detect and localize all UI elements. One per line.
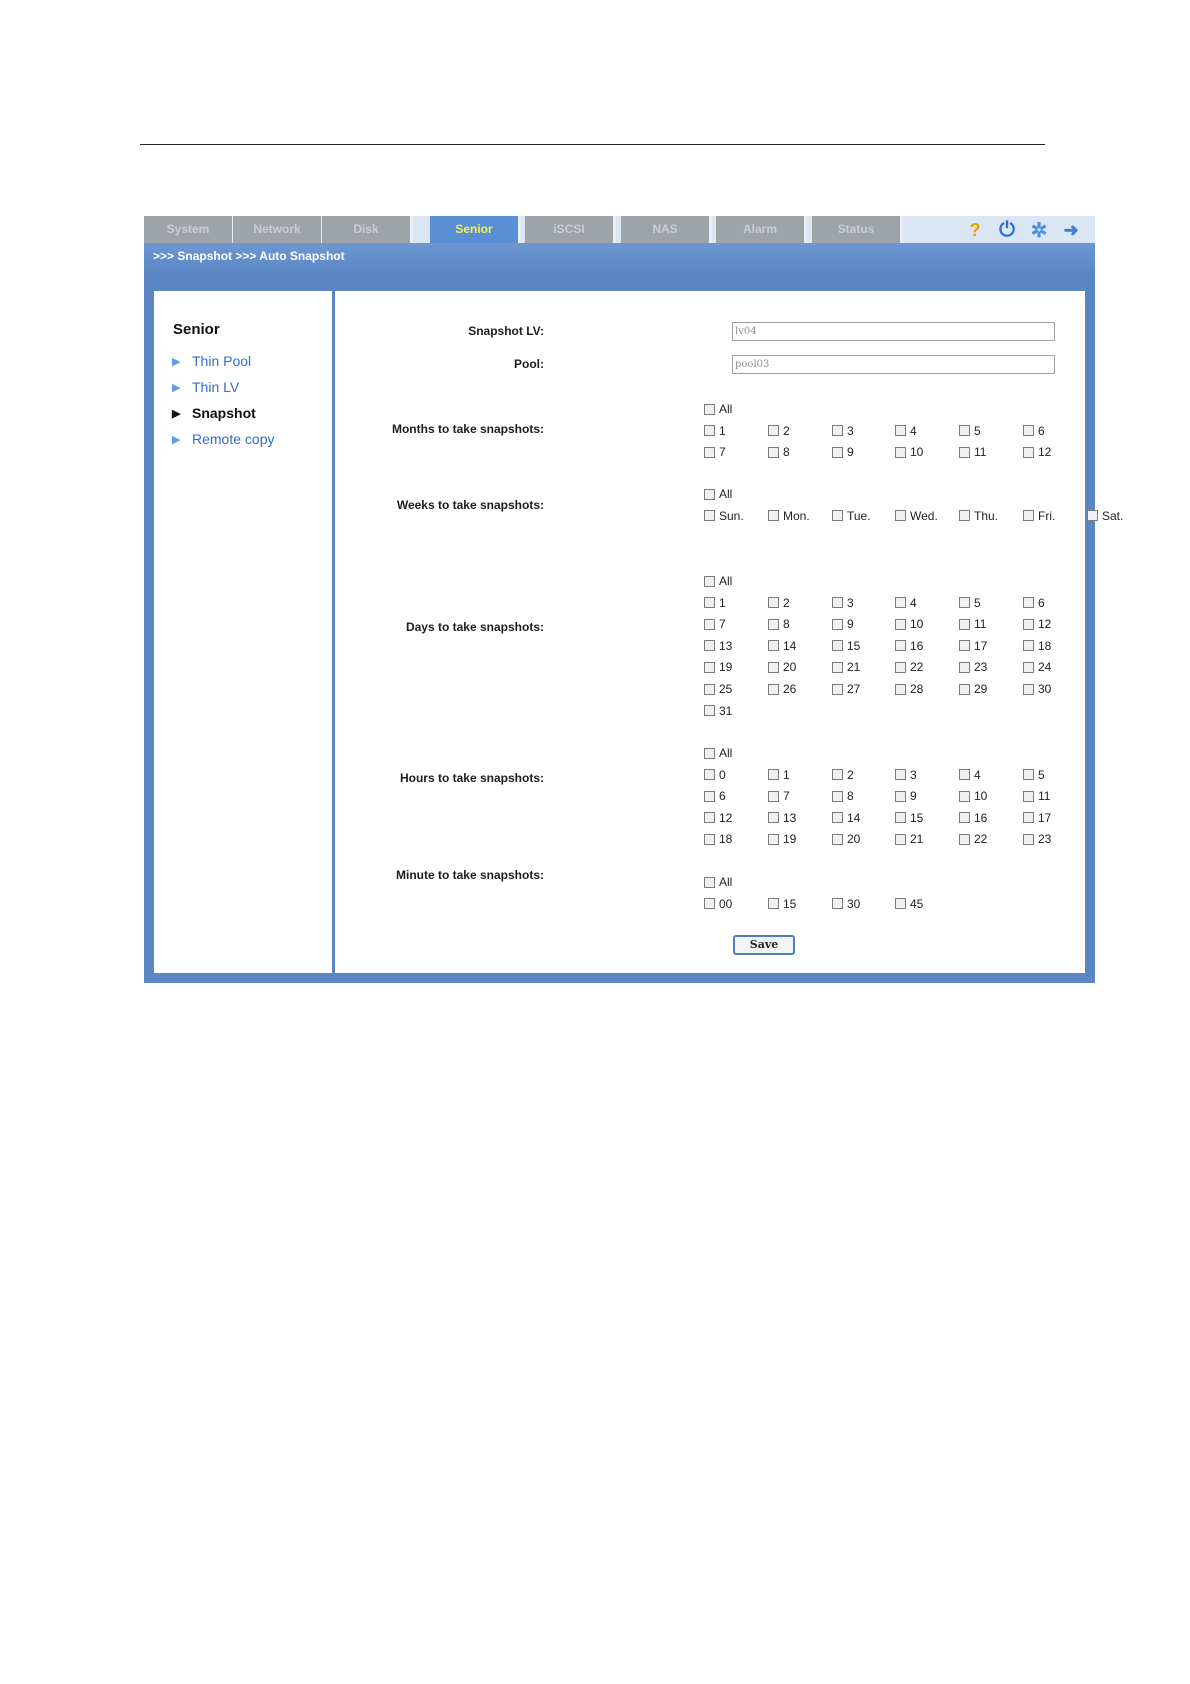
day-checkbox[interactable] <box>959 616 986 632</box>
month-checkbox[interactable] <box>1023 444 1051 460</box>
day-checkbox[interactable] <box>704 659 732 675</box>
day-checkbox[interactable] <box>768 616 790 632</box>
checkbox-label: 19 <box>783 832 797 847</box>
checkbox-label: 22 <box>910 660 924 675</box>
checkbox-box[interactable] <box>704 705 715 716</box>
day-checkbox[interactable] <box>704 703 732 719</box>
checkbox-label: 26 <box>783 682 797 696</box>
checkbox-label: 20 <box>847 832 861 847</box>
tab-status[interactable]: Status <box>812 216 903 243</box>
checkbox-label: 0 <box>719 767 726 782</box>
checkbox-box[interactable] <box>895 834 906 845</box>
sidebar-item-thin-pool[interactable] <box>172 353 251 369</box>
triangle-right-icon: ▶ <box>172 407 181 420</box>
checkbox-box[interactable] <box>704 791 715 802</box>
month-checkbox[interactable] <box>895 423 917 439</box>
month-checkbox[interactable] <box>832 423 854 439</box>
checkbox-label: 19 <box>719 660 733 675</box>
day-checkbox[interactable] <box>704 573 732 589</box>
sidebar-item-snapshot[interactable] <box>172 405 256 421</box>
checkbox-box[interactable] <box>704 576 715 587</box>
checkbox-box[interactable] <box>832 597 843 608</box>
checkbox-label: Mon. <box>783 508 810 523</box>
checkbox-label: 11 <box>1038 789 1051 804</box>
checkbox-box[interactable] <box>1087 510 1098 521</box>
hour-checkbox[interactable] <box>768 767 790 783</box>
hour-checkbox[interactable] <box>832 767 854 783</box>
day-checkbox[interactable] <box>768 638 796 654</box>
checkbox-label: 21 <box>847 660 861 675</box>
minute-checkbox[interactable] <box>704 874 732 890</box>
checkbox-label: 13 <box>783 810 797 825</box>
checkbox-box[interactable] <box>895 662 906 673</box>
hour-checkbox[interactable] <box>704 810 732 826</box>
sidebar-item-remote-copy[interactable] <box>172 431 274 447</box>
checkbox-box[interactable] <box>959 834 970 845</box>
checkbox-label: All <box>719 746 733 760</box>
checkbox-label: All <box>719 402 733 416</box>
checkbox-box[interactable] <box>704 404 715 415</box>
checkbox-box[interactable] <box>895 597 906 608</box>
checkbox-box[interactable] <box>832 425 843 436</box>
checkbox-box[interactable] <box>832 662 843 673</box>
checkbox-box[interactable] <box>959 662 970 673</box>
checkbox-label: 20 <box>783 660 797 675</box>
tab-disk[interactable]: Disk <box>322 216 413 243</box>
minute-checkbox[interactable] <box>832 896 860 912</box>
minute-checkbox[interactable] <box>768 896 796 912</box>
checkbox-label: 10 <box>910 617 924 632</box>
checkbox-box[interactable] <box>704 662 715 673</box>
sidebar <box>154 291 332 973</box>
checkbox-label: Sun. <box>719 508 744 523</box>
hour-checkbox[interactable] <box>832 831 860 847</box>
checkbox-box[interactable] <box>959 769 970 780</box>
checkbox-box[interactable] <box>832 447 843 458</box>
main-content <box>335 291 1124 973</box>
month-checkbox[interactable] <box>704 444 726 460</box>
checkbox-label: 6 <box>719 789 726 804</box>
checkbox-label: 7 <box>719 445 726 460</box>
checkbox-box[interactable] <box>895 640 906 651</box>
checkbox-label: 6 <box>1038 423 1045 438</box>
checkbox-label: 1 <box>719 595 726 610</box>
checkbox-box[interactable] <box>768 834 779 845</box>
hour-checkbox[interactable] <box>1023 788 1050 804</box>
hour-checkbox[interactable] <box>704 788 726 804</box>
sidebar-item-label: Thin Pool <box>192 353 252 369</box>
checkbox-box[interactable] <box>704 812 715 823</box>
checkbox-label: 13 <box>719 638 733 653</box>
day-checkbox[interactable] <box>959 595 981 611</box>
checkbox-label: 25 <box>719 682 733 696</box>
month-checkbox[interactable] <box>704 401 732 417</box>
toolbar-icons <box>963 218 1083 242</box>
checkbox-label: All <box>719 487 733 501</box>
checkbox-box[interactable] <box>895 619 906 630</box>
checkbox-label: 9 <box>847 617 854 632</box>
checkbox-label: 16 <box>974 810 988 825</box>
tab-iscsi[interactable]: iSCSI <box>525 216 616 243</box>
hour-checkbox[interactable] <box>959 831 987 847</box>
weekday-checkbox[interactable] <box>895 508 938 524</box>
tab-nas[interactable]: NAS <box>621 216 712 243</box>
checkbox-box[interactable] <box>895 769 906 780</box>
day-checkbox[interactable] <box>832 659 860 675</box>
checkbox-label: 21 <box>910 832 924 847</box>
checkbox-label: 30 <box>847 896 861 911</box>
sidebar-title: Senior <box>173 321 220 338</box>
checkbox-label: 11 <box>974 617 987 632</box>
checkbox-label: 10 <box>974 789 988 804</box>
save-button[interactable]: Save <box>733 935 795 955</box>
checkbox-box[interactable] <box>832 791 843 802</box>
page-rule <box>140 144 1045 145</box>
checkbox-label: 31 <box>719 703 733 718</box>
checkbox-label: 8 <box>847 789 854 804</box>
logout-icon[interactable]: ➜ <box>1063 219 1079 240</box>
checkbox-box[interactable] <box>959 640 970 651</box>
weekday-checkbox[interactable] <box>1087 508 1123 524</box>
checkbox-box[interactable] <box>768 640 779 651</box>
months-label: Months to take snapshots: <box>391 422 544 436</box>
day-checkbox[interactable] <box>832 616 854 632</box>
checkbox-box[interactable] <box>1023 619 1034 630</box>
checkbox-label: 00 <box>719 896 733 911</box>
hour-checkbox[interactable] <box>959 810 987 826</box>
checkbox-box[interactable] <box>959 425 970 436</box>
tab-alarm[interactable]: Alarm <box>716 216 807 243</box>
checkbox-box[interactable] <box>768 510 779 521</box>
day-checkbox[interactable] <box>1023 659 1051 675</box>
weekday-checkbox[interactable] <box>959 508 998 524</box>
hours-label: Hours to take snapshots: <box>399 771 544 785</box>
checkbox-label: 15 <box>847 638 861 653</box>
checkbox-box[interactable] <box>768 662 779 673</box>
checkbox-label: 27 <box>847 682 861 696</box>
hour-checkbox[interactable] <box>1023 767 1045 783</box>
checkbox-box[interactable] <box>704 640 715 651</box>
checkbox-box[interactable] <box>1023 791 1034 802</box>
checkbox-box[interactable] <box>959 791 970 802</box>
day-checkbox[interactable] <box>895 595 917 611</box>
checkbox-box[interactable] <box>895 510 906 521</box>
checkbox-label: 14 <box>847 810 861 825</box>
pool-label: Pool: <box>514 357 544 371</box>
sidebar-item-label: Remote copy <box>192 431 275 447</box>
checkbox-label: 1 <box>783 767 790 782</box>
snapshot-lv-input[interactable] <box>732 322 1055 341</box>
checkbox-label: Fri. <box>1038 508 1056 523</box>
day-checkbox[interactable] <box>959 681 987 697</box>
checkbox-label: 30 <box>1038 682 1052 696</box>
day-checkbox[interactable] <box>768 681 796 697</box>
month-checkbox[interactable] <box>959 444 986 460</box>
checkbox-label: All <box>719 875 733 889</box>
checkbox-box[interactable] <box>832 640 843 651</box>
hour-checkbox[interactable] <box>832 810 860 826</box>
hour-checkbox[interactable] <box>895 788 917 804</box>
checkbox-box[interactable] <box>959 619 970 630</box>
month-checkbox[interactable] <box>895 444 923 460</box>
checkbox-box[interactable] <box>959 812 970 823</box>
triangle-right-icon: ▶ <box>172 355 181 368</box>
weekday-checkbox[interactable] <box>768 508 810 524</box>
checkbox-box[interactable] <box>832 510 843 521</box>
sidebar-item-label: Thin LV <box>192 379 240 395</box>
checkbox-box[interactable] <box>704 748 715 759</box>
checkbox-box[interactable] <box>1023 769 1034 780</box>
sidebar-item-label: Snapshot <box>192 405 256 421</box>
month-checkbox[interactable] <box>959 423 981 439</box>
checkbox-box[interactable] <box>895 684 906 695</box>
checkbox-label: Tue. <box>847 508 871 523</box>
checkbox-box[interactable] <box>1023 834 1034 845</box>
day-checkbox[interactable] <box>704 595 726 611</box>
checkbox-label: 23 <box>974 660 988 675</box>
day-checkbox[interactable] <box>1023 681 1051 697</box>
checkbox-box[interactable] <box>704 769 715 780</box>
checkbox-label: 29 <box>974 682 988 696</box>
hour-checkbox[interactable] <box>832 788 854 804</box>
weekday-checkbox[interactable] <box>1023 508 1055 524</box>
checkbox-box[interactable] <box>1023 447 1034 458</box>
checkbox-box[interactable] <box>704 898 715 909</box>
checkbox-box[interactable] <box>1023 662 1034 673</box>
weekday-checkbox[interactable] <box>704 508 744 524</box>
checkbox-box[interactable] <box>1023 684 1034 695</box>
checkbox-box[interactable] <box>768 898 779 909</box>
checkbox-label: 10 <box>910 445 924 460</box>
checkbox-box[interactable] <box>832 834 843 845</box>
checkbox-label: 16 <box>910 638 924 653</box>
snapshot-lv-label: Snapshot LV: <box>468 324 544 338</box>
checkbox-label: 4 <box>974 767 981 782</box>
triangle-right-icon: ▶ <box>172 433 181 446</box>
tab-bar <box>144 216 1095 243</box>
checkbox-box[interactable] <box>704 510 715 521</box>
checkbox-box[interactable] <box>895 447 906 458</box>
checkbox-box[interactable] <box>704 425 715 436</box>
checkbox-label: 5 <box>974 595 981 610</box>
power-icon[interactable]: ⏻ <box>999 218 1015 241</box>
hour-checkbox[interactable] <box>704 767 726 783</box>
checkbox-label: 6 <box>1038 595 1045 610</box>
checkbox-label: 3 <box>910 767 917 782</box>
checkbox-box[interactable] <box>1023 597 1034 608</box>
day-checkbox[interactable] <box>832 681 860 697</box>
checkbox-label: 3 <box>847 595 854 610</box>
hour-checkbox[interactable] <box>704 745 732 761</box>
checkbox-label: 45 <box>910 896 924 911</box>
checkbox-label: 9 <box>910 789 917 804</box>
day-checkbox[interactable] <box>959 659 987 675</box>
checkbox-label: 18 <box>719 832 733 847</box>
checkbox-label: Wed. <box>910 508 938 523</box>
day-checkbox[interactable] <box>704 638 732 654</box>
checkbox-box[interactable] <box>959 510 970 521</box>
hour-checkbox[interactable] <box>768 788 790 804</box>
hour-checkbox[interactable] <box>768 810 796 826</box>
checkbox-box[interactable] <box>704 447 715 458</box>
hour-checkbox[interactable] <box>895 810 923 826</box>
day-checkbox[interactable] <box>959 638 987 654</box>
hour-checkbox[interactable] <box>704 831 732 847</box>
days-label: Days to take snapshots: <box>405 620 544 634</box>
sidebar-item-thin-lv[interactable] <box>172 379 239 395</box>
hour-checkbox[interactable] <box>959 767 981 783</box>
day-checkbox[interactable] <box>768 595 790 611</box>
month-checkbox[interactable] <box>1023 423 1045 439</box>
checkbox-box[interactable] <box>832 812 843 823</box>
tab-senior[interactable]: Senior <box>430 216 521 243</box>
checkbox-box[interactable] <box>768 619 779 630</box>
checkbox-label: Sat. <box>1102 508 1124 523</box>
weekday-checkbox[interactable] <box>832 508 871 524</box>
month-checkbox[interactable] <box>768 444 790 460</box>
checkbox-box[interactable] <box>895 425 906 436</box>
checkbox-box[interactable] <box>704 597 715 608</box>
checkbox-label: 9 <box>847 445 854 460</box>
checkbox-label: 4 <box>910 423 917 438</box>
checkbox-label: 18 <box>1038 638 1052 653</box>
checkbox-label: 11 <box>974 445 987 460</box>
checkbox-box[interactable] <box>704 619 715 630</box>
day-checkbox[interactable] <box>832 638 860 654</box>
checkbox-box[interactable] <box>832 898 843 909</box>
checkbox-label: 23 <box>1038 832 1052 847</box>
checkbox-label: 2 <box>783 423 790 438</box>
checkbox-label: 1 <box>719 423 726 438</box>
checkbox-box[interactable] <box>895 812 906 823</box>
checkbox-label: 5 <box>974 423 981 438</box>
weekday-checkbox[interactable] <box>704 486 732 502</box>
checkbox-label: 12 <box>1038 445 1052 460</box>
day-checkbox[interactable] <box>895 659 923 675</box>
checkbox-label: 15 <box>783 896 797 911</box>
checkbox-box[interactable] <box>704 489 715 500</box>
checkbox-label: 22 <box>974 832 988 847</box>
checkbox-label: 12 <box>1038 617 1052 632</box>
minutes-label: Minute to take snapshots: <box>395 868 544 882</box>
hour-checkbox[interactable] <box>1023 810 1051 826</box>
checkbox-label: 17 <box>1038 810 1052 825</box>
month-checkbox[interactable] <box>704 423 726 439</box>
day-checkbox[interactable] <box>768 659 796 675</box>
checkbox-label: 8 <box>783 617 790 632</box>
refresh-icon[interactable]: ✲ <box>1030 219 1048 242</box>
tab-network[interactable]: Network <box>233 216 324 243</box>
pool-input[interactable] <box>732 355 1055 374</box>
breadcrumb: >>> Snapshot >>> Auto Snapshot <box>144 243 1095 273</box>
checkbox-box[interactable] <box>704 877 715 888</box>
hour-checkbox[interactable] <box>895 831 923 847</box>
minute-checkbox[interactable] <box>704 896 732 912</box>
day-checkbox[interactable] <box>895 616 923 632</box>
checkbox-box[interactable] <box>1023 425 1034 436</box>
checkbox-box[interactable] <box>768 684 779 695</box>
checkbox-box[interactable] <box>895 898 906 909</box>
checkbox-box[interactable] <box>704 684 715 695</box>
hour-checkbox[interactable] <box>1023 831 1051 847</box>
checkbox-label: 12 <box>719 810 733 825</box>
checkbox-label: 15 <box>910 810 924 825</box>
checkbox-box[interactable] <box>704 834 715 845</box>
checkbox-label: 5 <box>1038 767 1045 782</box>
checkbox-label: 24 <box>1038 660 1052 675</box>
help-icon[interactable]: ? <box>969 219 981 240</box>
hour-checkbox[interactable] <box>895 767 917 783</box>
day-checkbox[interactable] <box>1023 638 1051 654</box>
checkbox-box[interactable] <box>959 597 970 608</box>
checkbox-label: 28 <box>910 682 924 696</box>
checkbox-box[interactable] <box>832 769 843 780</box>
day-checkbox[interactable] <box>704 681 732 697</box>
day-checkbox[interactable] <box>895 638 923 654</box>
checkbox-label: 7 <box>783 789 790 804</box>
checkbox-label: 7 <box>719 617 726 632</box>
checkbox-label: 17 <box>974 638 988 653</box>
checkbox-box[interactable] <box>768 812 779 823</box>
checkbox-label: 4 <box>910 595 917 610</box>
checkbox-box[interactable] <box>832 684 843 695</box>
hour-checkbox[interactable] <box>768 831 796 847</box>
checkbox-box[interactable] <box>959 447 970 458</box>
checkbox-box[interactable] <box>768 597 779 608</box>
hour-checkbox[interactable] <box>959 788 987 804</box>
checkbox-box[interactable] <box>768 769 779 780</box>
weeks-label: Weeks to take snapshots: <box>396 498 544 512</box>
month-checkbox[interactable] <box>832 444 854 460</box>
day-checkbox[interactable] <box>895 681 923 697</box>
checkbox-box[interactable] <box>895 791 906 802</box>
checkbox-label: 8 <box>783 445 790 460</box>
day-checkbox[interactable] <box>1023 616 1051 632</box>
checkbox-label: 14 <box>783 638 797 653</box>
checkbox-box[interactable] <box>768 791 779 802</box>
checkbox-box[interactable] <box>959 684 970 695</box>
app-window <box>144 216 1124 983</box>
triangle-right-icon: ▶ <box>172 381 181 394</box>
checkbox-label: 2 <box>783 595 790 610</box>
checkbox-box[interactable] <box>1023 812 1034 823</box>
checkbox-label: 2 <box>847 767 854 782</box>
checkbox-box[interactable] <box>768 425 779 436</box>
minute-checkbox[interactable] <box>895 896 923 912</box>
checkbox-label: 3 <box>847 423 854 438</box>
checkbox-box[interactable] <box>768 447 779 458</box>
day-checkbox[interactable] <box>832 595 854 611</box>
checkbox-box[interactable] <box>832 619 843 630</box>
tab-system[interactable]: System <box>144 216 235 243</box>
checkbox-box[interactable] <box>1023 510 1034 521</box>
checkbox-box[interactable] <box>1023 640 1034 651</box>
month-checkbox[interactable] <box>768 423 790 439</box>
day-checkbox[interactable] <box>704 616 726 632</box>
day-checkbox[interactable] <box>1023 595 1045 611</box>
checkbox-label: Thu. <box>974 508 999 523</box>
checkbox-label: All <box>719 574 733 588</box>
